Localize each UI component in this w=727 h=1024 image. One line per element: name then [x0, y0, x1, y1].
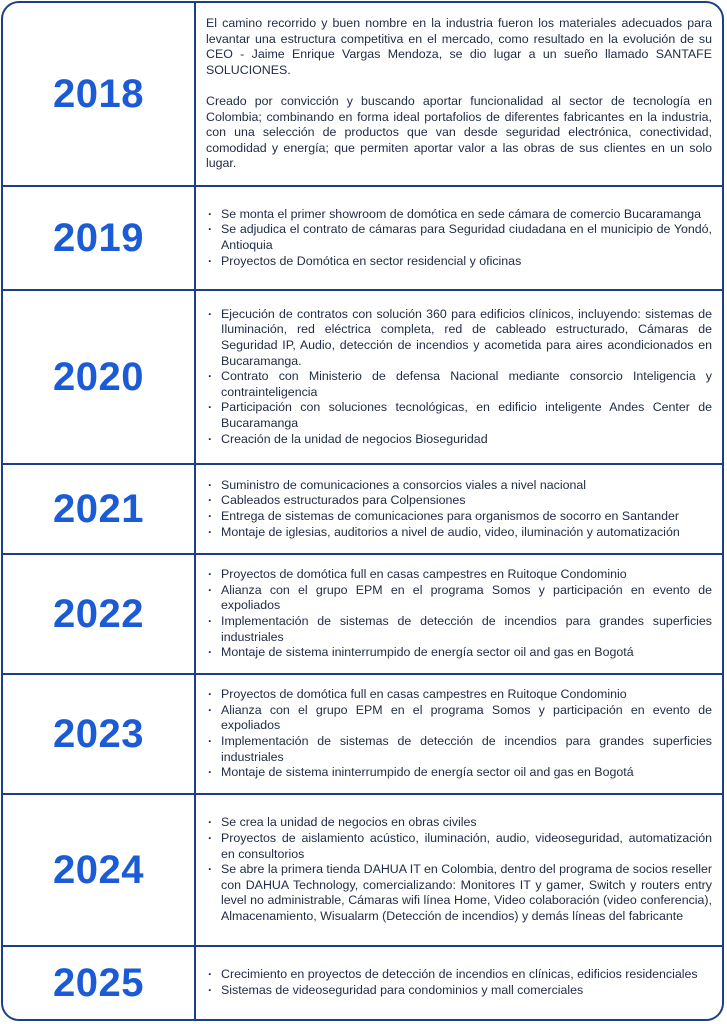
list-item: · Creación de la unidad de negocios Bioseguridad — [206, 432, 712, 448]
paragraph: El camino recorrido y buen nombre en la industria fueron los materiales adecuados para levantar una estructura competitiva en el mercado, como resultado en la evolución de su CEO - Jaime Enrique Vargas Mendoza, se dio lugar a un sueño llamado SANTAFE SOLUCIONES. — [206, 16, 712, 77]
list-item: · Suministro de comunicaciones a consorcios viales a nivel nacional — [206, 478, 712, 494]
timeline-row-2023 — [3, 673, 722, 793]
list-item: · Proyectos de Domótica en sector residencial y oficinas — [206, 254, 712, 270]
list-item: · Alianza con el grupo EPM en el programa Somos y participación en evento de expoliados — [206, 583, 712, 614]
row-content — [196, 465, 722, 553]
list-item: · Se crea la unidad de negocios en obras civiles — [206, 815, 712, 831]
list-item: · Implementación de sistemas de detección de incendios para grandes superficies industriales — [206, 734, 712, 765]
list-item: · Entrega de sistemas de comunicaciones para organismos de socorro en Santander — [206, 509, 712, 525]
year-label: 2025 — [3, 947, 196, 1019]
list-item: · Sistemas de videoseguridad para condominios y mall comerciales — [206, 983, 712, 999]
bullet-list — [206, 307, 712, 447]
row-content — [196, 291, 722, 463]
list-item: · Proyectos de domótica full en casas campestres en Ruitoque Condominio — [206, 687, 712, 703]
timeline-row-2018 — [3, 3, 722, 185]
list-item: · Crecimiento en proyectos de detección de incendios en clínicas, edificios residenciales — [206, 967, 712, 983]
list-item: · Participación con soluciones tecnológicas, en edificio inteligente Andes Center de Bucaramanga — [206, 400, 712, 431]
paragraph: Creado por convicción y buscando aportar funcionalidad al sector de tecnología en Colombia; combinando en forma ideal portafolios de diferentes fabricantes en la industria, con una selección de productos que van desde seguridad electrónica, conectividad, comodidad y energía; que permiten aportar valor a las obras de sus clientes en un solo lugar. — [206, 94, 712, 171]
timeline-row-2021 — [3, 463, 722, 553]
bullet-list — [206, 815, 712, 924]
row-content — [196, 675, 722, 793]
list-item: · Se adjudica el contrato de cámaras para Seguridad ciudadana en el municipio de Yondó, Antioquia — [206, 222, 712, 253]
timeline-row-2019 — [3, 185, 722, 289]
year-label: 2022 — [3, 555, 196, 673]
timeline-row-2020 — [3, 289, 722, 463]
timeline-table — [1, 1, 724, 1021]
bullet-list — [206, 687, 712, 781]
timeline-row-2022 — [3, 553, 722, 673]
bullet-list — [206, 478, 712, 540]
year-label: 2018 — [3, 3, 196, 185]
list-item: · Alianza con el grupo EPM en el programa Somos y participación en evento de expoliados — [206, 703, 712, 734]
bullet-list — [206, 967, 712, 998]
year-label: 2021 — [3, 465, 196, 553]
list-item: · Proyectos de domótica full en casas campestres en Ruitoque Condominio — [206, 567, 712, 583]
list-item: · Contrato con Ministerio de defensa Nacional mediante consorcio Inteligencia y contrainteligencia — [206, 369, 712, 400]
bullet-list — [206, 207, 712, 269]
year-label: 2020 — [3, 291, 196, 463]
year-label: 2019 — [3, 187, 196, 289]
list-item: · Cableados estructurados para Colpensiones — [206, 493, 712, 509]
year-label: 2023 — [3, 675, 196, 793]
year-label: 2024 — [3, 795, 196, 945]
row-content — [196, 795, 722, 945]
timeline-row-2025 — [3, 945, 722, 1019]
list-item: · Proyectos de aislamiento acústico, iluminación, audio, videoseguridad, automatización en consultorios — [206, 831, 712, 862]
list-item: · Se monta el primer showroom de domótica en sede cámara de comercio Bucaramanga — [206, 207, 712, 223]
row-content — [196, 3, 722, 185]
list-item: · Montaje de sistema ininterrumpido de energía sector oil and gas en Bogotá — [206, 645, 712, 661]
row-content — [196, 555, 722, 673]
list-item: · Montaje de iglesias, auditorios a nivel de audio, video, iluminación y automatización — [206, 525, 712, 541]
list-item: · Implementación de sistemas de detección de incendios para grandes superficies industriales — [206, 614, 712, 645]
list-item: · Se abre la primera tienda DAHUA IT en Colombia, dentro del programa de socios reseller con DAHUA Technology, comercializando: Monitores IT y gamer, Switch y routers entry level no administrable, Cámaras wifi línea Home, Video colaboración (video conferencia), Almacenamiento, Wisualarm (Detección de incendios) y demás líneas del fabricante — [206, 862, 712, 924]
timeline-row-2024 — [3, 793, 722, 945]
list-item: · Montaje de sistema ininterrumpido de energía sector oil and gas en Bogotá — [206, 765, 712, 781]
row-content — [196, 947, 722, 1019]
row-content — [196, 187, 722, 289]
list-item: · Ejecución de contratos con solución 360 para edificios clínicos, incluyendo: sistemas de Iluminación, red eléctrica completa, red de cableado estructurado, Cámaras de Seguridad IP, Audio, detección de incendios y acometida para aires acondicionados en Bucaramanga. — [206, 307, 712, 369]
bullet-list — [206, 567, 712, 661]
